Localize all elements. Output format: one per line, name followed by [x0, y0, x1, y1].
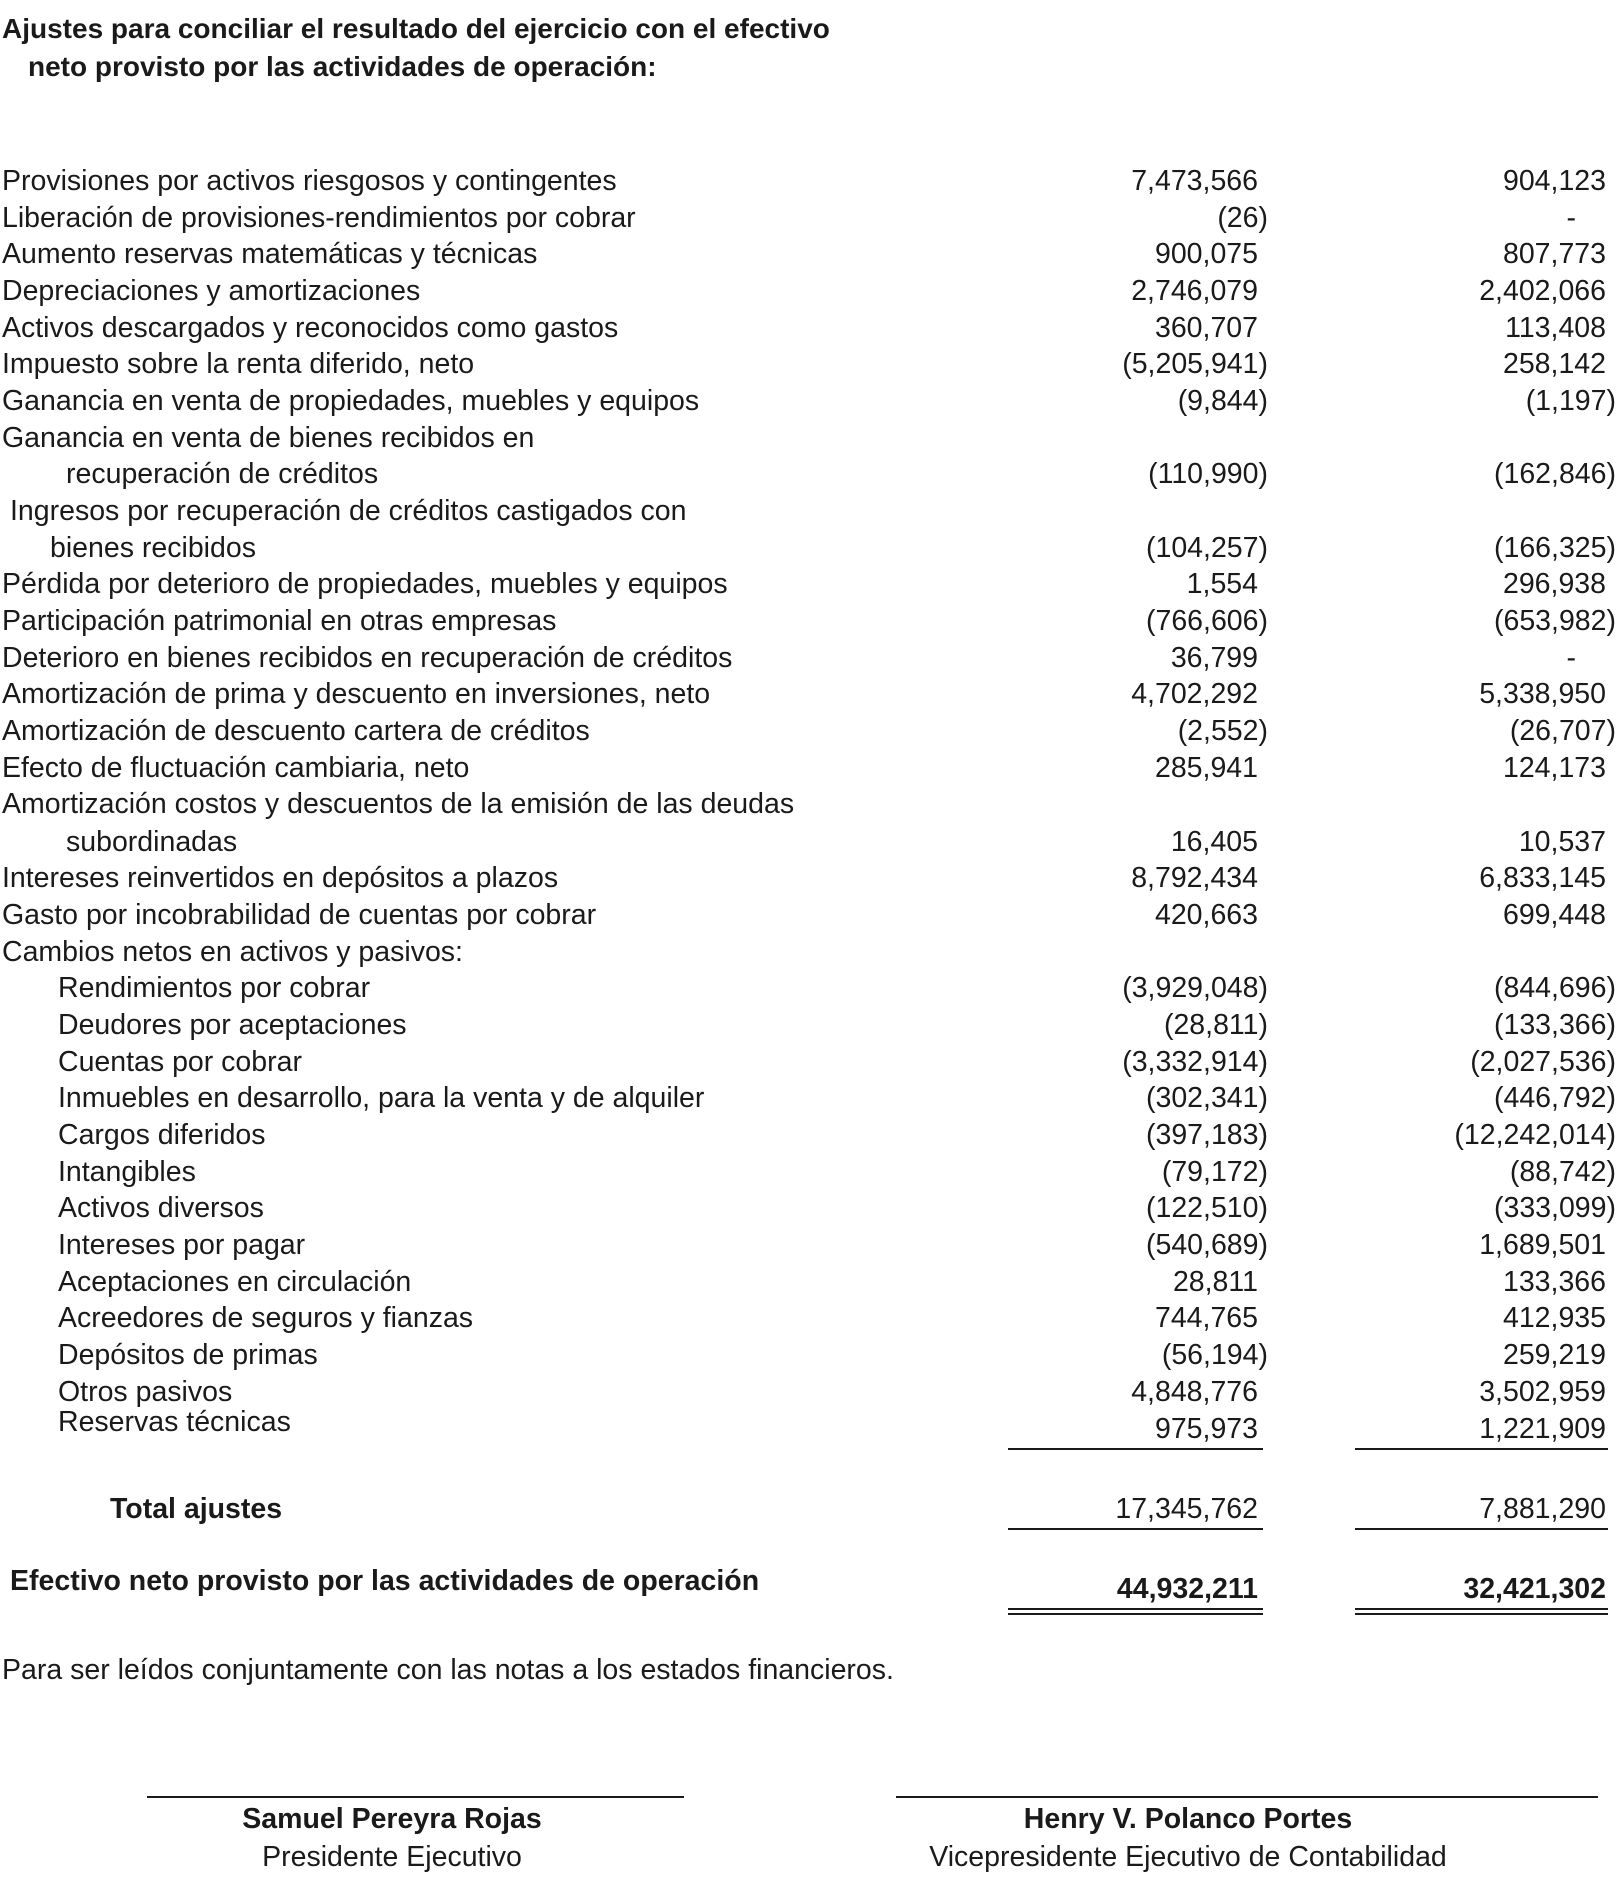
row-label: Activos diversos	[58, 1192, 264, 1224]
row-label: Impuesto sobre la renta diferido, neto	[2, 348, 475, 380]
prior-year-value: 904,123	[1502, 165, 1606, 197]
section-heading	[2, 10, 830, 86]
prior-year-value: 2,402,066	[1479, 275, 1606, 307]
table-row	[0, 420, 1616, 456]
row-label: Otros pasivos	[58, 1376, 233, 1408]
current-year-value: 1,554	[1186, 568, 1258, 600]
net-cash-row	[0, 1565, 1616, 1605]
current-year-value: (9,844)	[1177, 385, 1268, 417]
prior-year-value: 258,142	[1502, 348, 1606, 380]
table-row	[0, 970, 1616, 1006]
current-year-value: (3,929,048)	[1122, 972, 1268, 1004]
current-year-value: (5,205,941)	[1122, 348, 1268, 380]
row-label: Amortización costos y descuentos de la emisión de las deudas	[2, 788, 795, 820]
prior-year-value: 3,502,959	[1479, 1376, 1606, 1408]
subtotal-rule	[1355, 1448, 1608, 1450]
current-year-value: (122,510)	[1145, 1192, 1268, 1224]
row-label: Deudores por aceptaciones	[58, 1009, 407, 1041]
current-year-value: (2,552)	[1177, 715, 1268, 747]
section-heading-line-2: neto provisto por las actividades de operación:	[28, 51, 657, 82]
row-label: Aceptaciones en circulación	[58, 1266, 412, 1298]
current-year-value: (104,257)	[1145, 532, 1268, 564]
current-year-value: (397,183)	[1145, 1119, 1268, 1151]
table-row	[0, 163, 1616, 199]
current-year-value: 420,663	[1154, 899, 1258, 931]
row-label: Efecto de fluctuación cambiaria, neto	[2, 752, 470, 784]
net-cash-label: Efectivo neto provisto por las actividades de operación	[10, 1565, 760, 1597]
table-row	[0, 750, 1616, 786]
current-year-value: 7,473,566	[1131, 165, 1258, 197]
signer-title: Vicepresidente Ejecutivo de Contabilidad	[929, 1841, 1447, 1873]
table-row	[0, 786, 1616, 822]
row-label: bienes recibidos	[50, 532, 256, 564]
table-row	[0, 824, 1616, 860]
prior-year-value: (333,099)	[1493, 1192, 1616, 1224]
table-row	[0, 1337, 1616, 1373]
signer-title: Presidente Ejecutivo	[262, 1841, 522, 1873]
double-rule-bottom	[1008, 1613, 1263, 1615]
table-row	[0, 273, 1616, 309]
table-row	[0, 676, 1616, 712]
net-cash-prior: 32,421,302	[1463, 1573, 1606, 1605]
prior-year-value: (88,742)	[1509, 1156, 1616, 1188]
signer-name: Samuel Pereyra Rojas	[242, 1803, 542, 1835]
row-label: Aumento reservas matemáticas y técnicas	[2, 238, 538, 270]
row-label: Amortización de prima y descuento en inversiones, neto	[2, 678, 711, 710]
footnote: Para ser leídos conjuntamente con las notas a los estados financieros.	[2, 1654, 894, 1686]
prior-year-value: 10,537	[1518, 826, 1606, 858]
prior-year-value: (133,366)	[1493, 1009, 1616, 1041]
row-label: Deterioro en bienes recibidos en recuperación de créditos	[2, 642, 733, 674]
prior-year-value: 699,448	[1502, 899, 1606, 931]
total-adjustments-current: 17,345,762	[1115, 1493, 1258, 1525]
row-label: Pérdida por deterioro de propiedades, muebles y equipos	[2, 568, 728, 600]
current-year-value: 28,811	[1172, 1266, 1258, 1298]
prior-year-value: (166,325)	[1493, 532, 1616, 564]
current-year-value: 900,075	[1154, 238, 1258, 270]
row-label: Ganancia en venta de bienes recibidos en	[2, 422, 535, 454]
row-label: Activos descargados y reconocidos como gastos	[2, 312, 619, 344]
table-row	[0, 934, 1616, 970]
prior-year-value: 133,366	[1502, 1266, 1606, 1298]
table-row	[0, 383, 1616, 419]
current-year-value: (28,811)	[1163, 1009, 1268, 1041]
table-row	[0, 200, 1616, 236]
prior-year-value: -	[1566, 202, 1576, 234]
table-row	[0, 456, 1616, 492]
total-rule	[1008, 1528, 1263, 1530]
table-row	[0, 346, 1616, 382]
prior-year-value: 5,338,950	[1479, 678, 1606, 710]
table-row	[0, 1117, 1616, 1153]
prior-year-value: 1,221,909	[1479, 1413, 1606, 1445]
prior-year-value: 296,938	[1502, 568, 1606, 600]
row-label: Depósitos de primas	[58, 1339, 318, 1371]
row-label: Amortización de descuento cartera de créditos	[2, 715, 590, 747]
section-heading-line-1: Ajustes para conciliar el resultado del ejercicio con el efectivo	[2, 13, 830, 44]
table-row	[0, 236, 1616, 272]
table-row	[0, 603, 1616, 639]
net-cash-current: 44,932,211	[1116, 1573, 1258, 1605]
row-label: Participación patrimonial en otras empresas	[2, 605, 557, 637]
total-adjustments-label: Total ajustes	[110, 1493, 283, 1525]
prior-year-value: 1,689,501	[1479, 1229, 1606, 1261]
current-year-value: 4,848,776	[1131, 1376, 1258, 1408]
table-row	[0, 1300, 1616, 1336]
table-row	[0, 860, 1616, 896]
table-row	[0, 566, 1616, 602]
row-label: Intereses por pagar	[58, 1229, 306, 1261]
table-row	[0, 640, 1616, 676]
row-label: recuperación de créditos	[66, 458, 379, 490]
total-adjustments-row	[0, 1491, 1616, 1527]
prior-year-value: 412,935	[1502, 1302, 1606, 1334]
subtotal-rule	[1008, 1448, 1263, 1450]
signature-line-left	[147, 1796, 684, 1798]
table-row	[0, 1190, 1616, 1226]
table-row	[0, 493, 1616, 529]
total-rule	[1355, 1528, 1608, 1530]
table-row	[0, 310, 1616, 346]
row-label: Liberación de provisiones-rendimientos por cobrar	[2, 202, 636, 234]
row-label: Ganancia en venta de propiedades, muebles y equipos	[2, 385, 700, 417]
row-label: Inmuebles en desarrollo, para la venta y de alquiler	[58, 1082, 705, 1114]
prior-year-value: (162,846)	[1493, 458, 1616, 490]
table-row	[0, 713, 1616, 749]
table-row	[0, 1264, 1616, 1300]
current-year-value: (79,172)	[1161, 1156, 1268, 1188]
signature-line-right	[896, 1796, 1598, 1798]
prior-year-value: (446,792)	[1493, 1082, 1616, 1114]
row-label: Cuentas por cobrar	[58, 1046, 302, 1078]
row-label: Provisiones por activos riesgosos y contingentes	[2, 165, 617, 197]
prior-year-value: (1,197)	[1525, 385, 1616, 417]
current-year-value: 36,799	[1170, 642, 1258, 674]
current-year-value: 975,973	[1154, 1413, 1258, 1445]
prior-year-value: 113,408	[1505, 312, 1606, 344]
table-row	[0, 897, 1616, 933]
table-row	[0, 1044, 1616, 1080]
current-year-value: 744,765	[1154, 1302, 1258, 1334]
double-rule-bottom	[1355, 1613, 1608, 1615]
prior-year-value: (653,982)	[1493, 605, 1616, 637]
prior-year-value: 124,173	[1502, 752, 1606, 784]
table-row	[0, 1407, 1616, 1443]
row-label: Ingresos por recuperación de créditos castigados con	[10, 495, 687, 527]
row-label: Intereses reinvertidos en depósitos a plazos	[2, 862, 559, 894]
double-rule-top	[1355, 1608, 1608, 1610]
prior-year-value: 259,219	[1502, 1339, 1606, 1371]
current-year-value: 360,707	[1154, 312, 1258, 344]
current-year-value: (766,606)	[1145, 605, 1268, 637]
table-row	[0, 1080, 1616, 1116]
row-label: Depreciaciones y amortizaciones	[2, 275, 421, 307]
row-label: Acreedores de seguros y fianzas	[58, 1302, 474, 1334]
current-year-value: 285,941	[1154, 752, 1258, 784]
current-year-value: (26)	[1217, 202, 1268, 234]
current-year-value: 16,405	[1170, 826, 1258, 858]
table-row	[0, 1154, 1616, 1190]
double-rule-top	[1008, 1608, 1263, 1610]
current-year-value: (302,341)	[1145, 1082, 1268, 1114]
prior-year-value: 6,833,145	[1479, 862, 1606, 894]
signature-block-right	[876, 1800, 1500, 1876]
prior-year-value: (12,242,014)	[1454, 1119, 1616, 1151]
table-row	[0, 1007, 1616, 1043]
current-year-value: (56,194)	[1161, 1339, 1268, 1371]
row-label: Rendimientos por cobrar	[58, 972, 371, 1004]
table-row	[0, 530, 1616, 566]
current-year-value: (110,990)	[1148, 458, 1268, 490]
prior-year-value: (26,707)	[1509, 715, 1616, 747]
row-label: Intangibles	[58, 1156, 196, 1188]
prior-year-value: 807,773	[1502, 238, 1606, 270]
signature-block-left	[147, 1800, 637, 1876]
signer-name: Henry V. Polanco Portes	[1023, 1803, 1353, 1835]
row-label: Cambios netos en activos y pasivos:	[2, 936, 463, 968]
current-year-value: (3,332,914)	[1122, 1046, 1268, 1078]
row-label: Cargos diferidos	[58, 1119, 266, 1151]
prior-year-value: -	[1566, 642, 1576, 674]
row-label: Gasto por incobrabilidad de cuentas por cobrar	[2, 899, 597, 931]
row-label: Reservas técnicas	[58, 1406, 291, 1438]
total-adjustments-prior: 7,881,290	[1479, 1493, 1606, 1525]
current-year-value: 8,792,434	[1131, 862, 1258, 894]
table-row	[0, 1227, 1616, 1263]
prior-year-value: (2,027,536)	[1470, 1046, 1616, 1078]
current-year-value: 2,746,079	[1131, 275, 1258, 307]
current-year-value: (540,689)	[1145, 1229, 1268, 1261]
row-label: subordinadas	[66, 826, 238, 858]
current-year-value: 4,702,292	[1131, 678, 1258, 710]
prior-year-value: (844,696)	[1493, 972, 1616, 1004]
